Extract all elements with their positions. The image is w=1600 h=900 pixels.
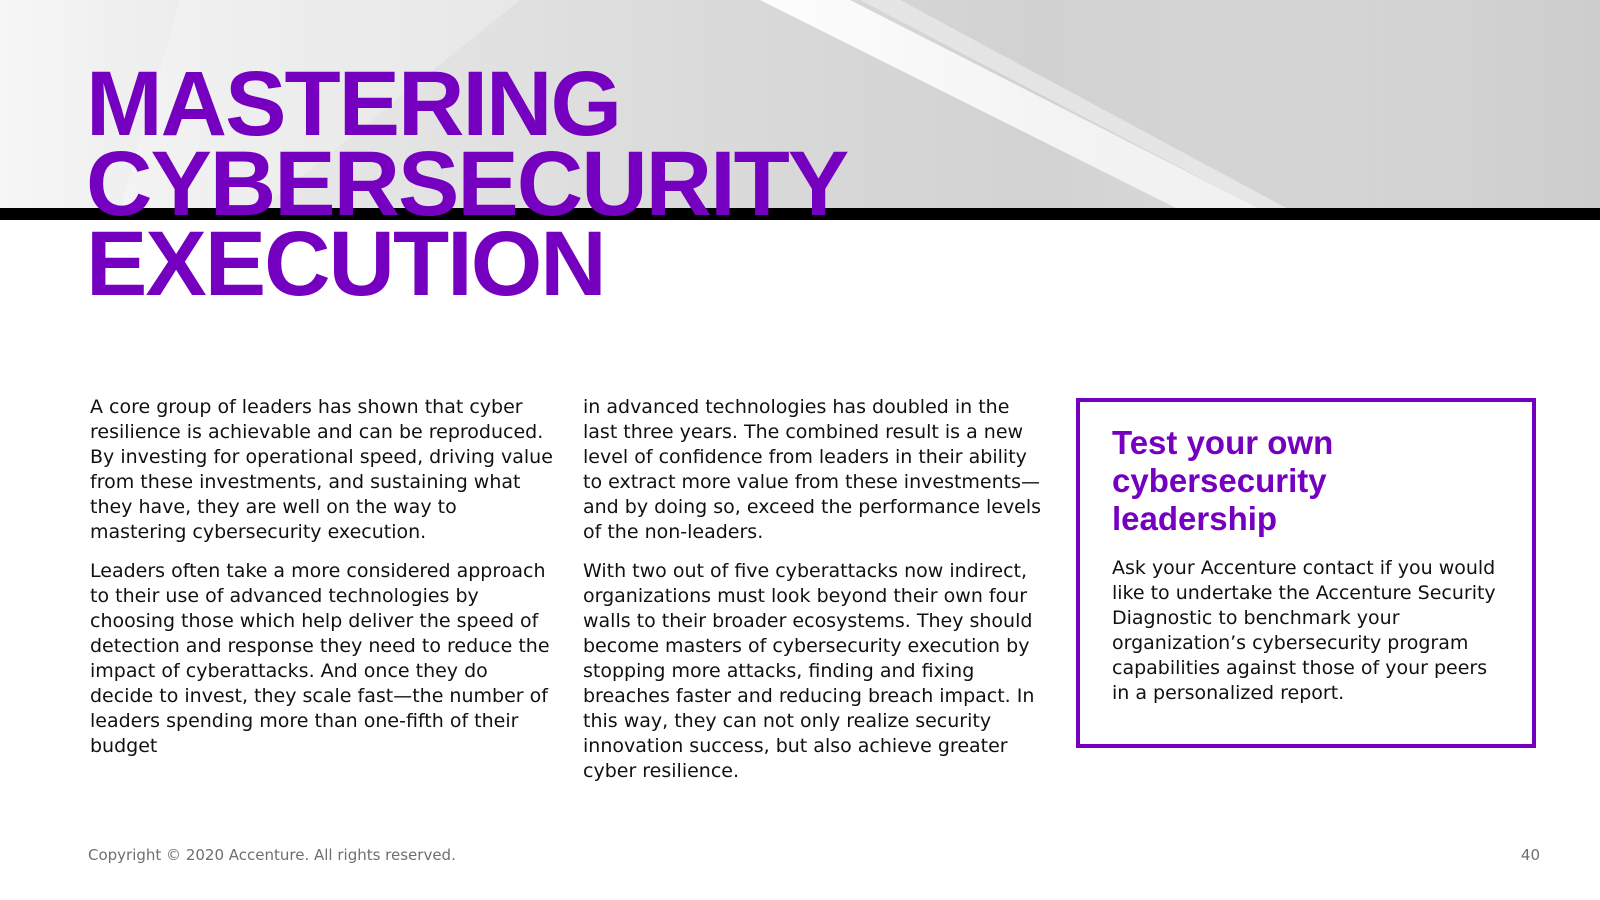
callout-title: [1112, 424, 1504, 538]
footer-copyright: Copyright © 2020 Accenture. All rights reserved.: [88, 846, 456, 864]
callout-box: [1076, 398, 1536, 748]
callout-title-line: Test your own: [1112, 424, 1334, 461]
body-paragraph: in advanced technologies has doubled in the last three years. The combined result is a new level of confidence from leaders in their ability to extract more value from these investments—and by doing so, exceed the performance levels of the non-leaders.: [583, 396, 1042, 543]
callout-title-line: cybersecurity: [1112, 462, 1327, 499]
page-title: [86, 53, 848, 315]
body-column-left: [90, 395, 555, 773]
callout-title-line: leadership: [1112, 500, 1278, 537]
body-column-middle: [583, 395, 1048, 798]
body-paragraph: A core group of leaders has shown that cyber resilience is achievable and can be reproduced. By investing for operational speed, driving value from these investments, and sustaining what they have, they are well on the way to mastering cybersecurity execution.: [90, 396, 553, 543]
page-title-line: CYBERSECURITY: [86, 133, 848, 235]
page-title-line: MASTERING: [86, 53, 620, 155]
page-number: 40: [1520, 846, 1540, 864]
body-paragraph: Leaders often take a more considered approach to their use of advanced technologies by choosing those which help deliver the speed of detection and response they need to reduce the impact of cyberattacks. And once they do decide to invest, they scale fast—the number of leaders spending more than one-fifth of their budget: [90, 560, 550, 757]
callout-body: Ask your Accenture contact if you would like to undertake the Accenture Security Diagnostic to benchmark your organization’s cybersecurity program capabilities against those of your peers in a personalized report.: [1112, 557, 1496, 704]
body-paragraph: With two out of five cyberattacks now indirect, organizations must look beyond their own four walls to their broader ecosystems. They should become masters of cybersecurity execution by stopping more attacks, finding and fixing breaches faster and reducing breach impact. In this way, they can not only realize security innovation success, but also achieve greater cyber resilience.: [583, 560, 1035, 782]
page-title-line: EXECUTION: [86, 213, 605, 315]
